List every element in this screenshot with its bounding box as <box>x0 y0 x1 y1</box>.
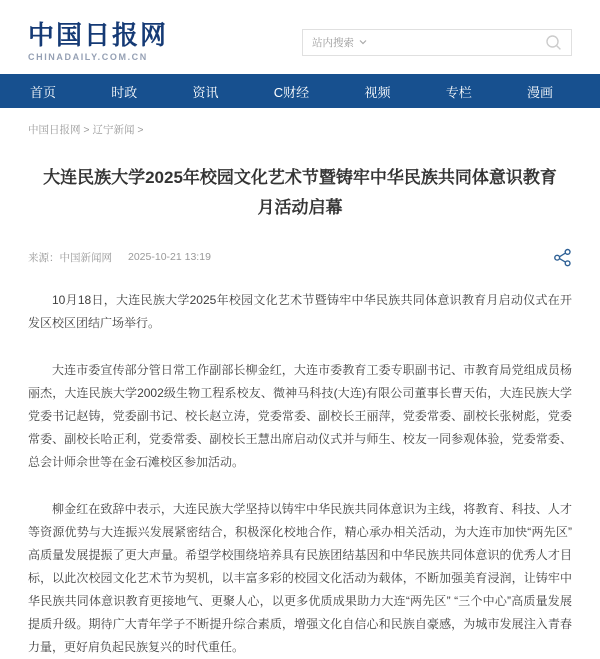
search-category-label[interactable]: 站内搜索 <box>312 36 354 49</box>
article-paragraph: 10月18日，大连民族大学2025年校园文化艺术节暨铸牢中华民族共同体意识教育月启动仪式在开发区校区团结广场举行。 <box>28 293 572 330</box>
article-paragraph: 柳金红在致辞中表示，大连民族大学坚持以铸牢中华民族共同体意识为主线，将教育、科技、人才等资源优势与大连振兴发展紧密结合，积极深化校地合作，精心承办相关活动，为大连市加快“两先区”高质量发展提振了更大声量。希望学校围绕培养具有民族团结基因和中华民族共同体意识的优秀人才目标，以此次校园文化艺术节为契机，以丰富多彩的校园文化活动为载体，不断加强美育浸润，让铸牢中华民族共同体意识教育更接地气、更聚人心，以更多优质成果助力大连“两先区” “三个中心”高质量发展提质升级。期待广大青年学子不断提升综合素质，增强文化自信心和民族自豪感，为城市发展注入青春力量，更好肩负起民族复兴的时代重任。 <box>28 502 572 654</box>
article-source: 来源：中国新闻网 <box>28 251 112 264</box>
share-icon[interactable] <box>553 248 572 267</box>
breadcrumb-trail[interactable]: 中国日报网 > 辽宁新闻 > <box>28 124 144 136</box>
site-logo-title: 中国日报网 <box>28 20 169 51</box>
site-header <box>0 0 600 74</box>
nav-item[interactable]: 首页 <box>30 84 57 100</box>
site-logo-subtitle: CHINADAILY.COM.CN <box>28 51 148 62</box>
nav-item[interactable]: 专栏 <box>445 84 472 100</box>
main-nav <box>0 74 600 108</box>
nav-item[interactable]: C财经 <box>273 84 310 100</box>
chevron-down-icon[interactable] <box>359 39 367 45</box>
article-datetime: 2025-10-21 13:19 <box>128 251 211 263</box>
article-paragraph: 大连市委宣传部分管日常工作副部长柳金红，大连市委教育工委专职副书记、市教育局党组成员杨丽杰，大连民族大学2002级生物工程系校友、微神马科技(大连)有限公司董事长曹天佑，大连民族大学党委书记赵铸，党委副书记、校长赵立涛，党委常委、副校长王丽萍，党委常委、副校长张树彪，党委常委、副校长哈正利，党委常委、副校长王慧出席启动仪式并与师生、校友一同参观体验，党委常委、总会计师佘世等在金石滩校区参加活动。 <box>28 363 572 469</box>
page-title: 大连民族大学2025年校园文化艺术节暨铸牢中华民族共同体意识教育月活动启幕 <box>43 168 557 217</box>
breadcrumb <box>0 108 600 137</box>
nav-item[interactable]: 时政 <box>111 84 138 100</box>
article-meta <box>28 250 211 265</box>
nav-item[interactable]: 资讯 <box>192 84 219 100</box>
article-meta-row <box>28 247 572 267</box>
search-icon[interactable] <box>545 34 562 51</box>
article-body <box>28 289 572 659</box>
site-logo[interactable] <box>28 20 169 62</box>
nav-item[interactable]: 视频 <box>364 84 391 100</box>
site-search-box[interactable] <box>302 29 572 56</box>
nav-item[interactable]: 漫画 <box>526 84 553 100</box>
